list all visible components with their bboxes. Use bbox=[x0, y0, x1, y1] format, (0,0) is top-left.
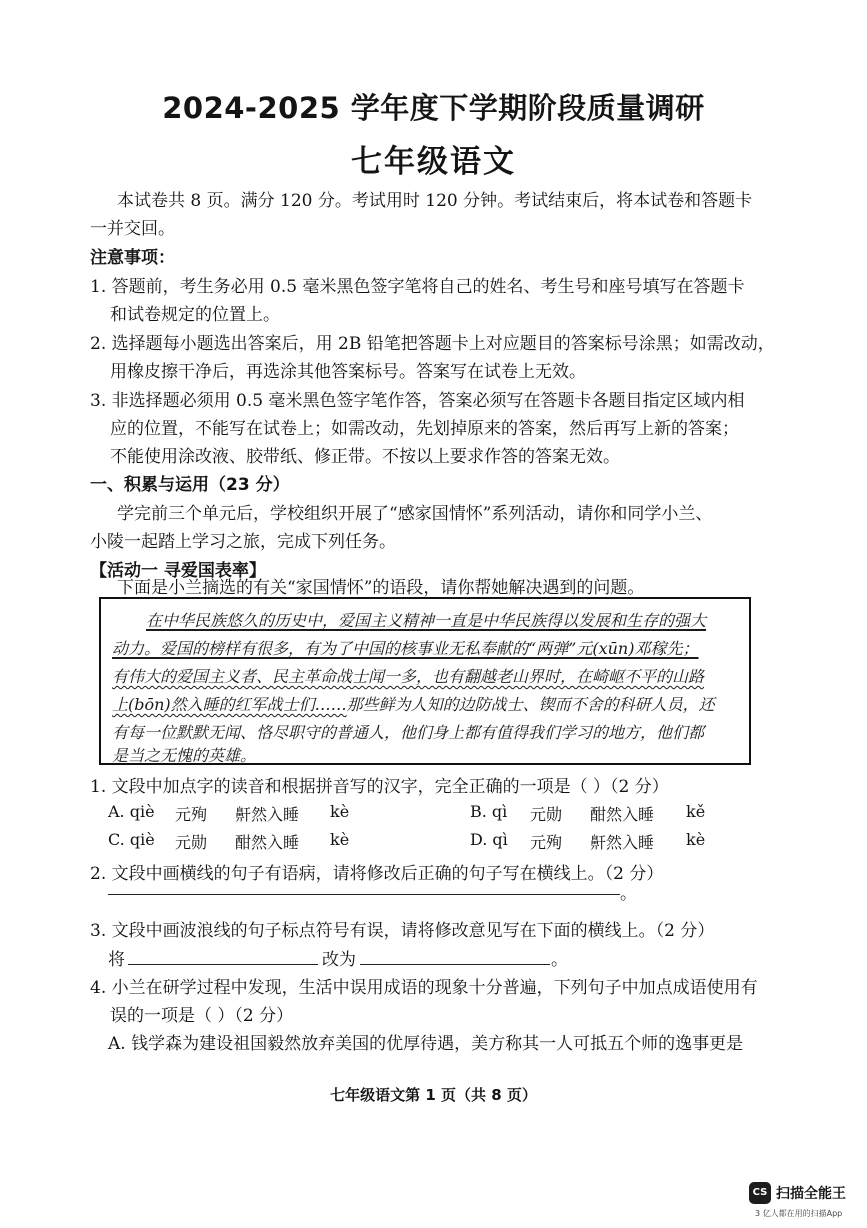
q4-option-a: A. 钱学森为建设祖国毅然放弃美国的优厚待遇，美方称其一人可抵五个师的逸事更是 bbox=[108, 1034, 744, 1054]
q2-period: 。 bbox=[620, 884, 637, 904]
section-1-intro-2: 小陵一起踏上学习之旅，完成下列任务。 bbox=[90, 532, 396, 552]
q1-b-pinyin-2: kě bbox=[686, 802, 706, 821]
q1-b-idiom: 酣然入睡 bbox=[590, 805, 655, 824]
passage-line-5: 有每一位默默无闻、恪尽职守的普通人，他们身上都有值得我们学习的地方，他们都 bbox=[112, 723, 705, 742]
q1-d-idiom: 鼾然入睡 bbox=[590, 833, 655, 852]
q3-gaiwei: 改为 bbox=[322, 950, 356, 970]
q3-stem: 3. 文段中画波浪线的句子标点符号有误，请将修改意见写在下面的横线上。（2 分） bbox=[90, 921, 715, 941]
q1-c-pinyin-2: kè bbox=[330, 830, 350, 849]
page-footer: 七年级语文第 1 页（共 8 页） bbox=[330, 1086, 537, 1104]
section-1-intro-1: 学完前三个单元后，学校组织开展了“感家国情怀”系列活动，请你和同学小兰、 bbox=[117, 504, 713, 524]
q1-a-pinyin: A. qiè bbox=[108, 802, 155, 821]
passage-line-2: 动力。爱国的榜样有很多，有为了中国的核事业无私奉献的“两弹”元(xūn)邓稼先； bbox=[112, 639, 699, 658]
q1-b-pinyin: B. qì bbox=[470, 802, 508, 821]
q2-answer-line bbox=[108, 894, 620, 895]
q4-stem-line-1: 4. 小兰在研学过程中发现，生活中误用成语的现象十分普遍，下列句子中加点成语使用有 bbox=[90, 978, 758, 998]
note-2-line-1: 2. 选择题每小题选出答案后，用 2B 铅笔把答题卡上对应题目的答案标号涂黑；如需改动， bbox=[90, 334, 775, 354]
q2-stem: 2. 文段中画横线的句子有语病，请将修改后正确的句子写在横线上。（2 分） bbox=[90, 864, 664, 884]
exam-subtitle: 七年级语文 bbox=[351, 144, 516, 180]
activity-1-heading: 【活动一 寻爱国表率】 bbox=[90, 561, 266, 581]
exam-title: 2024-2025 学年度下学期阶段质量调研 bbox=[162, 91, 705, 125]
q1-a-word: 元殉 bbox=[175, 805, 208, 824]
note-1-line-2: 和试卷规定的位置上。 bbox=[110, 305, 280, 325]
q4-stem-line-2: 误的一项是（ ）（2 分） bbox=[110, 1006, 294, 1026]
camscanner-logo-icon: CS bbox=[749, 1182, 771, 1204]
q3-answer-line-1 bbox=[128, 964, 318, 965]
intro-line-1: 本试卷共 8 页。满分 120 分。考试用时 120 分钟。考试结束后，将本试卷和答题卡 bbox=[117, 191, 753, 211]
passage-line-4-wavy: 上(bōn)然入睡的红军战士们…… bbox=[112, 695, 347, 714]
q1-a-pinyin-2: kè bbox=[330, 802, 350, 821]
q1-stem: 1. 文段中加点字的读音和根据拼音写的汉字，完全正确的一项是（ ）（2 分） bbox=[90, 777, 669, 797]
q1-c-pinyin: C. qiè bbox=[108, 830, 155, 849]
scanner-watermark bbox=[749, 1180, 859, 1222]
passage-line-1: 在中华民族悠久的历史中，爱国主义精神一直是中华民族得以发展和生存的强大 bbox=[146, 611, 707, 630]
passage-line-4-rest: 那些鲜为人知的边防战士、锲而不舍的科研人员，还 bbox=[346, 695, 715, 714]
note-3-line-1: 3. 非选择题必须用 0.5 毫米黑色签字笔作答，答案必须写在答题卡各题目指定区域内相 bbox=[90, 391, 745, 411]
watermark-name: 扫描全能王 bbox=[776, 1186, 846, 1202]
section-1-heading: 一、积累与运用（23 分） bbox=[90, 475, 290, 495]
q1-b-word: 元勋 bbox=[530, 805, 563, 824]
activity-1-intro: 下面是小兰摘选的有关“家国情怀”的语段，请你帮她解决遇到的问题。 bbox=[117, 578, 645, 598]
notes-heading: 注意事项： bbox=[90, 248, 175, 268]
q3-jiang: 将 bbox=[108, 950, 125, 970]
q1-c-word: 元勋 bbox=[175, 833, 208, 852]
note-3-line-3: 不能使用涂改液、胶带纸、修正带。不按以上要求作答的答案无效。 bbox=[110, 447, 620, 467]
note-1-line-1: 1. 答题前，考生务必用 0.5 毫米黑色签字笔将自己的姓名、考生号和座号填写在答题卡 bbox=[90, 277, 745, 297]
q3-answer-line-2 bbox=[360, 964, 550, 965]
q1-d-word: 元殉 bbox=[530, 833, 563, 852]
q3-period: 。 bbox=[551, 950, 568, 970]
passage-line-4 bbox=[112, 692, 715, 715]
watermark-subtitle: 3 亿人都在用的扫描App bbox=[755, 1209, 843, 1218]
q1-a-idiom: 鼾然入睡 bbox=[235, 805, 300, 824]
q1-d-pinyin: D. qì bbox=[470, 830, 508, 849]
note-3-line-2: 应的位置，不能写在试卷上；如需改动，先划掉原来的答案，然后再写上新的答案； bbox=[110, 419, 739, 439]
passage-line-6: 是当之无愧的英雄。 bbox=[112, 746, 257, 765]
intro-line-2: 一并交回。 bbox=[90, 219, 175, 239]
q1-c-idiom: 酣然入睡 bbox=[235, 833, 300, 852]
q1-d-pinyin-2: kè bbox=[686, 830, 706, 849]
note-2-line-2: 用橡皮擦干净后，再选涂其他答案标号。答案写在试卷上无效。 bbox=[110, 362, 586, 382]
passage-line-3: 有伟大的爱国主义者、民主革命战士闻一多，也有翻越老山界时，在崎岖不平的山路 bbox=[112, 667, 705, 686]
